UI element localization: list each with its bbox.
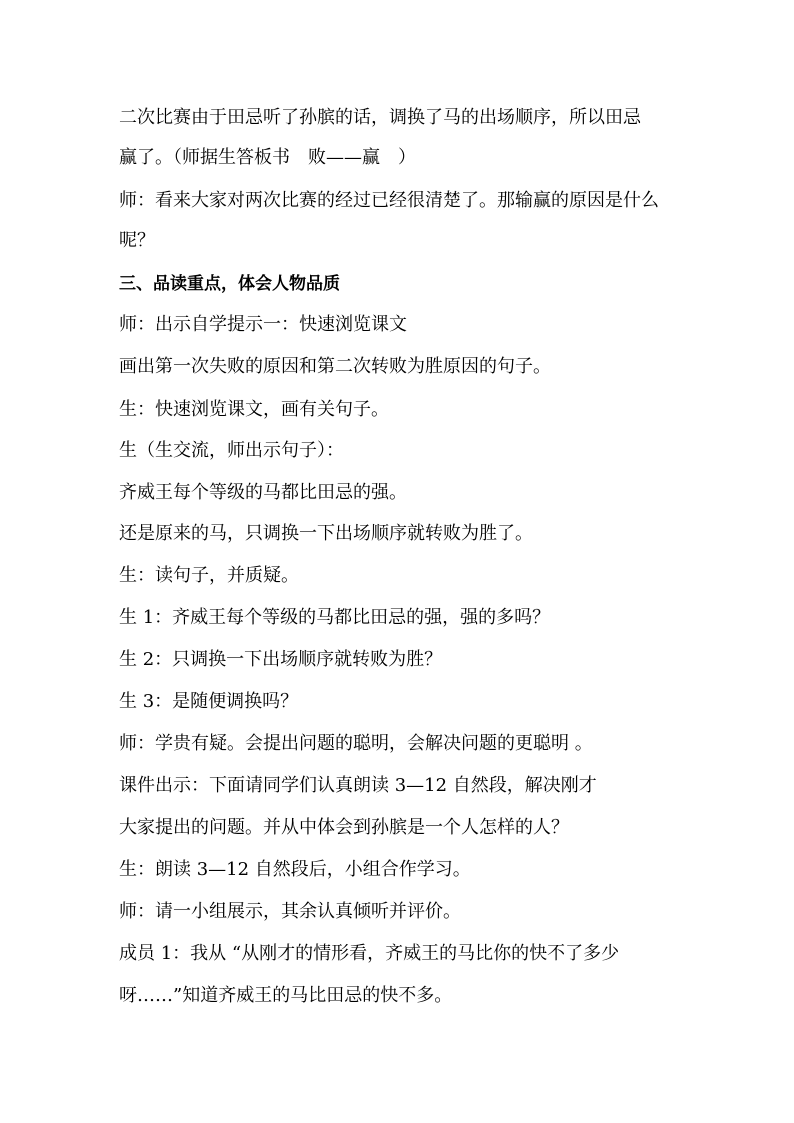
text-line: 生（生交流，师出示句子）： — [119, 440, 344, 461]
text-line: 二次比赛由于田忌听了孙膑的话，调换了马的出场顺序，所以田忌 — [119, 107, 641, 128]
text-line: 呢？ — [119, 230, 155, 251]
text-line: 生：朗读 3—12 自然段后，小组合作学习。 — [119, 859, 471, 880]
text-line: 生 1：齐威王每个等级的马都比田忌的强，强的多吗？ — [119, 607, 551, 628]
text-line: 呀……”知道齐威王的马比田忌的快不多。 — [119, 985, 453, 1006]
section-heading: 三、品读重点，体会人物品质 — [119, 274, 340, 294]
text-line: 生 3：是随便调换吗？ — [119, 691, 299, 712]
text-line: 生：读句子，并质疑。 — [119, 565, 299, 586]
text-line: 成员 1：我从 “从刚才的情形看，齐威王的马比你的快不了多少 — [119, 943, 620, 964]
text-line: 生：快速浏览课文，画有关句子。 — [119, 399, 389, 420]
text-line: 赢了。（师据生答板书 败——赢 ） — [119, 147, 416, 168]
text-line: 大家提出的问题。并从中体会到孙膑是一个人怎样的人？ — [119, 817, 569, 838]
text-line: 师：请一小组展示，其余认真倾听并评价。 — [119, 901, 461, 922]
text-line: 画出第一次失败的原因和第二次转败为胜原因的句子。 — [119, 356, 551, 377]
text-line: 课件出示：下面请同学们认真朗读 3—12 自然段，解决刚才 — [119, 775, 597, 796]
text-line: 师：出示自学提示一：快速浏览课文 — [119, 314, 407, 335]
text-line: 师：学贵有疑。会提出问题的聪明，会解决问题的更聪明 。 — [119, 733, 593, 754]
text-line: 还是原来的马，只调换一下出场顺序就转败为胜了。 — [119, 523, 533, 544]
text-line: 师：看来大家对两次比赛的经过已经很清楚了。那输赢的原因是什么 — [119, 190, 659, 211]
text-line: 齐威王每个等级的马都比田忌的强。 — [119, 482, 407, 503]
text-line: 生 2：只调换一下出场顺序就转败为胜？ — [119, 649, 443, 670]
